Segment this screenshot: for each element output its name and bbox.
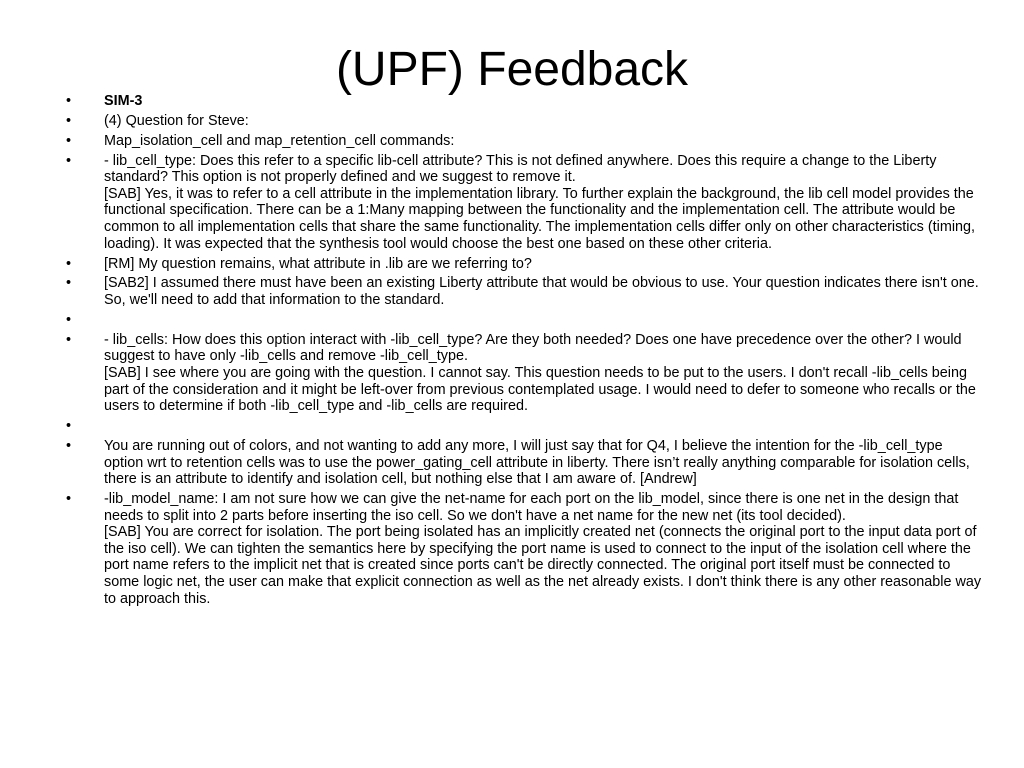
bullet-item	[66, 275, 984, 308]
bullet-text: [SAB2] I assumed there must have been an existing Liberty attribute that would be obvious to use. Your question indicates there isn't one. So, we'll need to add that information to the standard.	[104, 275, 979, 309]
bullet-text: [RM] My question remains, what attribute in .lib are we referring to?	[104, 255, 532, 272]
bullet-marker: •	[66, 418, 72, 435]
bullet-marker: •	[66, 132, 72, 149]
bullet-marker: •	[66, 255, 72, 272]
bullet-item	[66, 438, 984, 488]
bullet-text: Map_isolation_cell and map_retention_cell commands:	[104, 132, 455, 149]
bullet-item	[66, 153, 984, 253]
bullet-text: - lib_cells: How does this option interact with -lib_cell_type? Are they both needed? Does one have precedence over the other? I would suggest to have only -lib_cells and remove -lib_cell_type.	[104, 331, 962, 365]
bullet-marker: •	[66, 112, 72, 129]
bullet-text: [SAB] Yes, it was to refer to a cell attribute in the implementation library. To further explain the background, the lib cell model provides the functional specification. There can be a 1:Many mapping between the functionality and the implementation cell. The attribute would be common to all implementation cells that share the same functionality. The implementation cells differ only on other characteristics (timing, loading). It was expected that the synthesis tool would choose the best one based on these other criteria.	[104, 185, 976, 252]
bullet-text: - lib_cell_type: Does this refer to a specific lib-cell attribute? This is not defined anywhere. Does this require a change to the Liberty standard? This option is not properly defined and we suggest to remove it.	[104, 152, 937, 186]
bullet-marker: •	[66, 311, 72, 328]
bullet-text: [SAB] You are correct for isolation. The port being isolated has an implicitly created net (connects the original port to the input data port of the iso cell). We can tighten the semantics here by specifying the port name is used to connect to the input of the isolation cell where the port name refers to the implicit net that is created since ports can't be directly connected. The original port itself must be connected to some logic net, the user can make that explicit connection as well as the net already exists. I don't think there is any other reasonable way to approach this.	[104, 524, 982, 607]
bullet-text: [SAB] I see where you are going with the question. I cannot say. This question needs to be put to the users. I don't recall -lib_cells being part of the consideration and it might be left-over from previous contemplated usage. I would need to defer to someone who recalls or the users to determine if both -lib_cell_type and -lib_cells are required.	[104, 364, 976, 415]
bullet-item	[66, 113, 984, 130]
bullet-text: (4) Question for Steve:	[104, 112, 249, 129]
bullet-text: -lib_model_name: I am not sure how we can give the net-name for each port on the lib_model, since there is one net in the design that needs to split into 2 parts before inserting the iso cell. So we don't have a net name for the new net (its tool decided).	[104, 491, 959, 524]
bullet-list	[66, 93, 984, 610]
bullet-marker: •	[66, 93, 72, 109]
bullet-marker: •	[66, 275, 72, 292]
bullet-item	[66, 332, 984, 415]
bullet-marker: •	[66, 491, 72, 508]
bullet-marker: •	[66, 437, 72, 454]
slide-title: (UPF) Feedback	[335, 43, 689, 96]
bullet-marker: •	[66, 152, 72, 169]
bullet-text: SIM-3	[104, 93, 143, 109]
bullet-item	[66, 312, 984, 329]
bullet-item	[66, 256, 984, 273]
bullet-text: You are running out of colors, and not wanting to add any more, I will just say that for Q4, I believe the intention for the -lib_cell_type option wrt to retention cells was to use the power_gating_cell attribute in liberty. There isn’t really anything comparable for isolation cells, there is an attribute to identify and isolation cell, but nothing else that I am aware of. [Andrew]	[104, 437, 970, 488]
bullet-marker: •	[66, 331, 72, 348]
bullet-item	[66, 418, 984, 435]
bullet-item	[66, 93, 984, 110]
bullet-item	[66, 133, 984, 150]
bullet-item	[66, 491, 984, 607]
